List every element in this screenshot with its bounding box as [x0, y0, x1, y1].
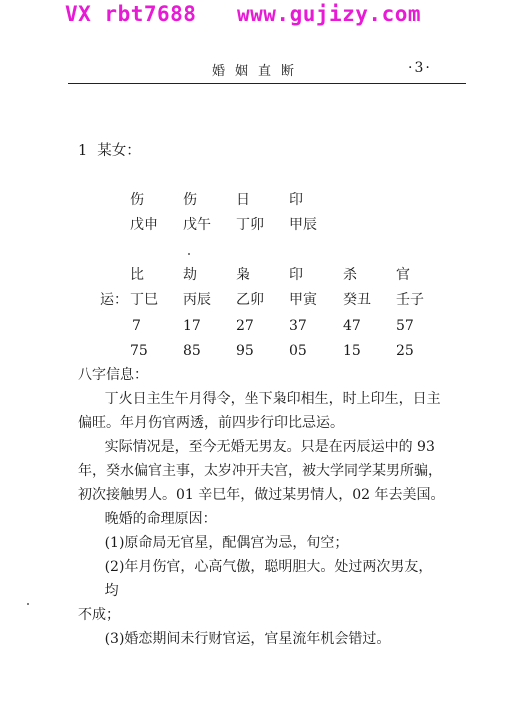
dayun-god-4: 印: [289, 267, 303, 283]
dayun-god-5: 杀: [343, 267, 357, 283]
dayun-year-4: 05: [289, 343, 307, 359]
dayun-age-3: 27: [236, 318, 254, 334]
dayun-pillar-4: 甲寅: [289, 292, 317, 308]
paragraph-line: 实际情况是，至今无婚无男友。只是在丙辰运中的 93: [104, 439, 435, 455]
bazi-god-year: 伤: [130, 192, 144, 208]
scan-speck: [188, 253, 190, 255]
dayun-god-2: 劫: [183, 267, 197, 283]
running-header-title: 婚姻直断: [212, 64, 305, 79]
watermark-url: www.gujizy.com: [237, 2, 422, 26]
bazi-pillar-day: 丁卯: [236, 217, 264, 233]
paragraph-line: 偏旺。年月伤官两透，前四步行印比忌运。: [78, 415, 344, 431]
body-text: [78, 363, 446, 651]
bazi-pillar-hour: 甲辰: [289, 217, 317, 233]
dayun-year-1: 75: [130, 343, 148, 359]
case-heading: [78, 142, 141, 160]
page-number: ·3·: [408, 60, 432, 76]
header-rule: [68, 83, 466, 84]
info-heading: 八字信息：: [78, 367, 148, 383]
dayun-pillar-5: 癸丑: [343, 292, 371, 308]
dayun-god-6: 官: [396, 267, 410, 283]
dayun-age-1: 7: [132, 318, 141, 334]
reason-1: (1)原命局无官星，配偶宫为忌，旬空；: [104, 535, 349, 551]
bazi-god-hour: 印: [289, 192, 303, 208]
dayun-age-4: 37: [289, 318, 307, 334]
bazi-god-month: 伤: [183, 192, 197, 208]
reason-3: (3)婚恋期间未行财官运，官星流年机会错过。: [104, 631, 391, 647]
paragraph-line: 年，癸水偏官主事，太岁冲开夫宫，被大学同学某男所骗，: [78, 463, 442, 479]
bazi-pillar-month: 戊午: [183, 217, 211, 233]
dayun-age-5: 47: [343, 318, 361, 334]
dayun-pillar-2: 丙辰: [183, 292, 211, 308]
case-title: 某女：: [97, 143, 141, 159]
dayun-year-6: 25: [396, 343, 414, 359]
bazi-pillar-year: 戊申: [130, 217, 158, 233]
paragraph-line: 丁火日主生午月得令，坐下枭印相生，时上印生，日主: [104, 391, 441, 407]
paragraph-line: 初次接触男人。01 辛巳年，做过某男情人，02 年去美国。: [78, 487, 445, 503]
dayun-age-2: 17: [183, 318, 201, 334]
scan-speck: [27, 603, 29, 605]
reason-2-continued: 不成；: [78, 607, 120, 623]
dayun-label: 运：: [100, 292, 128, 308]
dayun-pillar-6: 壬子: [396, 292, 424, 308]
reasons-heading: 晚婚的命理原因：: [104, 511, 217, 527]
reason-2: (2)年月伤官，心高气傲，聪明胆大。处过两次男友，均: [104, 559, 433, 599]
dayun-pillar-1: 丁巳: [130, 292, 158, 308]
case-number: 1: [78, 143, 88, 159]
dayun-year-2: 85: [183, 343, 201, 359]
dayun-god-1: 比: [130, 267, 144, 283]
bazi-god-day: 日: [236, 192, 250, 208]
dayun-god-3: 枭: [236, 267, 250, 283]
watermark-contact: VX rbt7688: [65, 2, 197, 26]
dayun-year-5: 15: [343, 343, 361, 359]
dayun-age-6: 57: [396, 318, 414, 334]
dayun-year-3: 95: [236, 343, 254, 359]
dayun-pillar-3: 乙卯: [236, 292, 264, 308]
